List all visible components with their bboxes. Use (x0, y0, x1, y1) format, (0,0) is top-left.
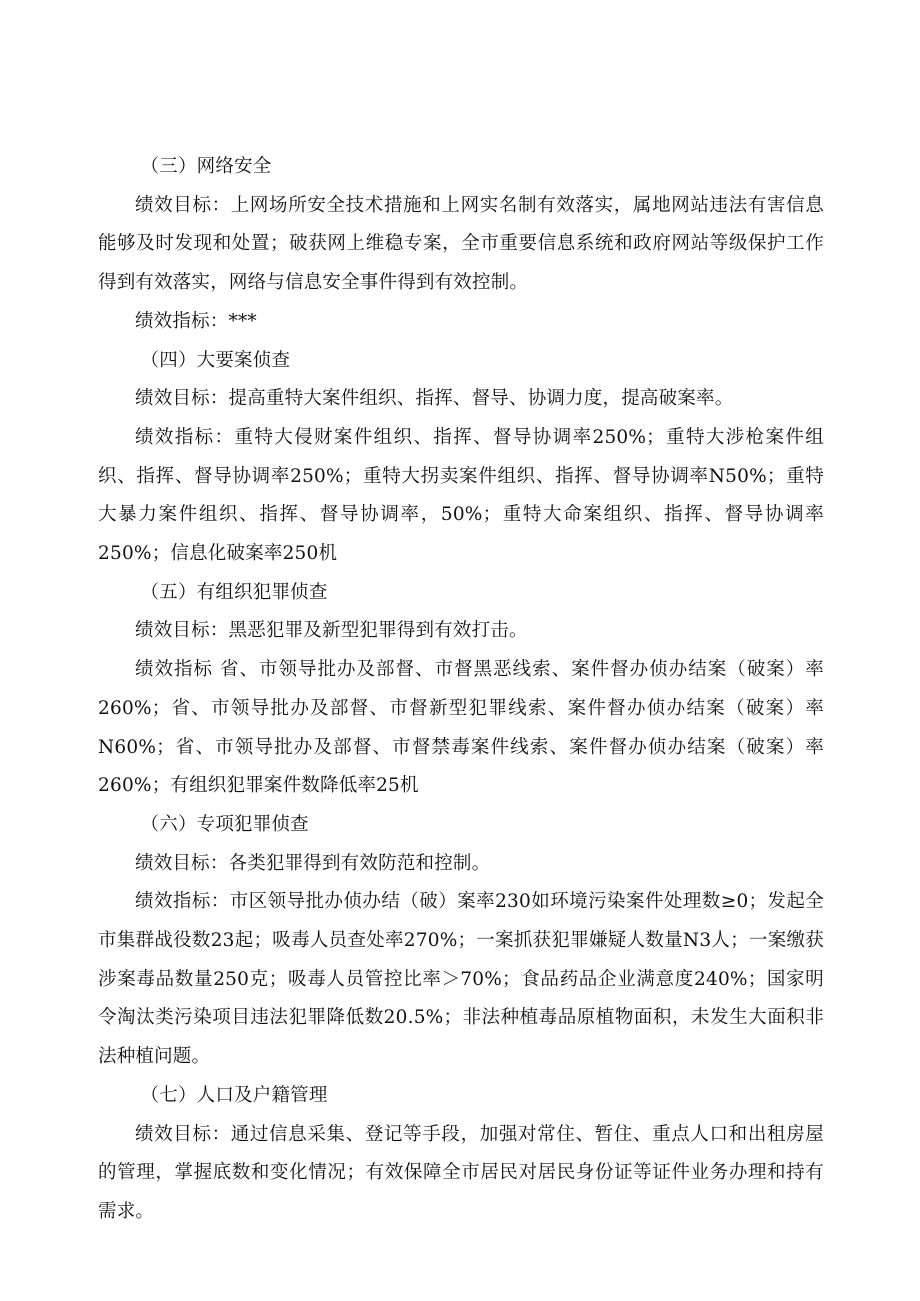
performance-goal-paragraph: 绩效目标：提高重特大案件组织、指挥、督导、协调力度，提高破案率。 (135, 388, 734, 410)
performance-goal-paragraph: 绩效目标：黑恶犯罪及新型犯罪得到有效打击。 (135, 620, 528, 642)
performance-indicator-paragraph: 绩效指标 省、市领导批办及部督、市督黑恶线索、案件督办侦办结案（破案）率260%；省、市领导批办及部督、市督新型犯罪线索、案件督办侦办结案（破案）率N60%；省、市领导批办及部督、市督禁毒案件线索、案件督办侦办结案（破案）率260%；有组织犯罪案件数降低率25机 (98, 659, 824, 797)
section-heading-major-case-investigation: （四）大要案侦查 (140, 349, 291, 371)
section-heading-population-household-management: （七）人口及户籍管理 (140, 1084, 328, 1106)
performance-indicator-paragraph: 绩效指标：*** (135, 310, 257, 332)
performance-indicator-paragraph: 绩效指标：重特大侵财案件组织、指挥、督导协调率250%；重特大涉枪案件组织、指挥、督导协调率250%；重特大拐卖案件组织、指挥、督导协调率N50%；重特大暴力案件组织、指挥、督导协调率，50%；重特大命案组织、指挥、督导协调率250%；信息化破案率250机 (98, 426, 824, 565)
section-heading-special-crime-investigation: （六）专项犯罪侦查 (140, 813, 309, 835)
performance-indicator-paragraph: 绩效指标：市区领导批办侦办结（破）案率230如环境污染案件处理数≥0；发起全市集群战役数23起；吸毒人员查处率270%；一案抓获犯罪嫌疑人数量N3人；一案缴获涉案毒品数量250克；吸毒人员管控比率＞70%；食品药品企业满意度240%；国家明令淘汰类污染项目违法犯罪降低数20.5%；非法种植毒品原植物面积，未发生大面积非法种植问题。 (98, 891, 824, 1068)
performance-goal-paragraph: 绩效目标：各类犯罪得到有效防范和控制。 (135, 852, 491, 874)
performance-goal-paragraph: 绩效目标：通过信息采集、登记等手段，加强对常住、暂住、重点人口和出租房屋的管理，掌握底数和变化情况；有效保障全市居民对居民身份证等证件业务办理和持有需求。 (98, 1123, 824, 1222)
document-body (98, 148, 824, 1232)
section-heading-network-security: （三）网络安全 (140, 156, 272, 177)
performance-goal-paragraph: 绩效目标：上网场所安全技术措施和上网实名制有效落实，属地网站违法有害信息能够及时发现和处置；破获网上维稳专案，全市重要信息系统和政府网站等级保护工作得到有效落实，网络与信息安全事件得到有效控制。 (98, 194, 824, 294)
section-heading-organized-crime-investigation: （五）有组织犯罪侦查 (140, 581, 328, 603)
